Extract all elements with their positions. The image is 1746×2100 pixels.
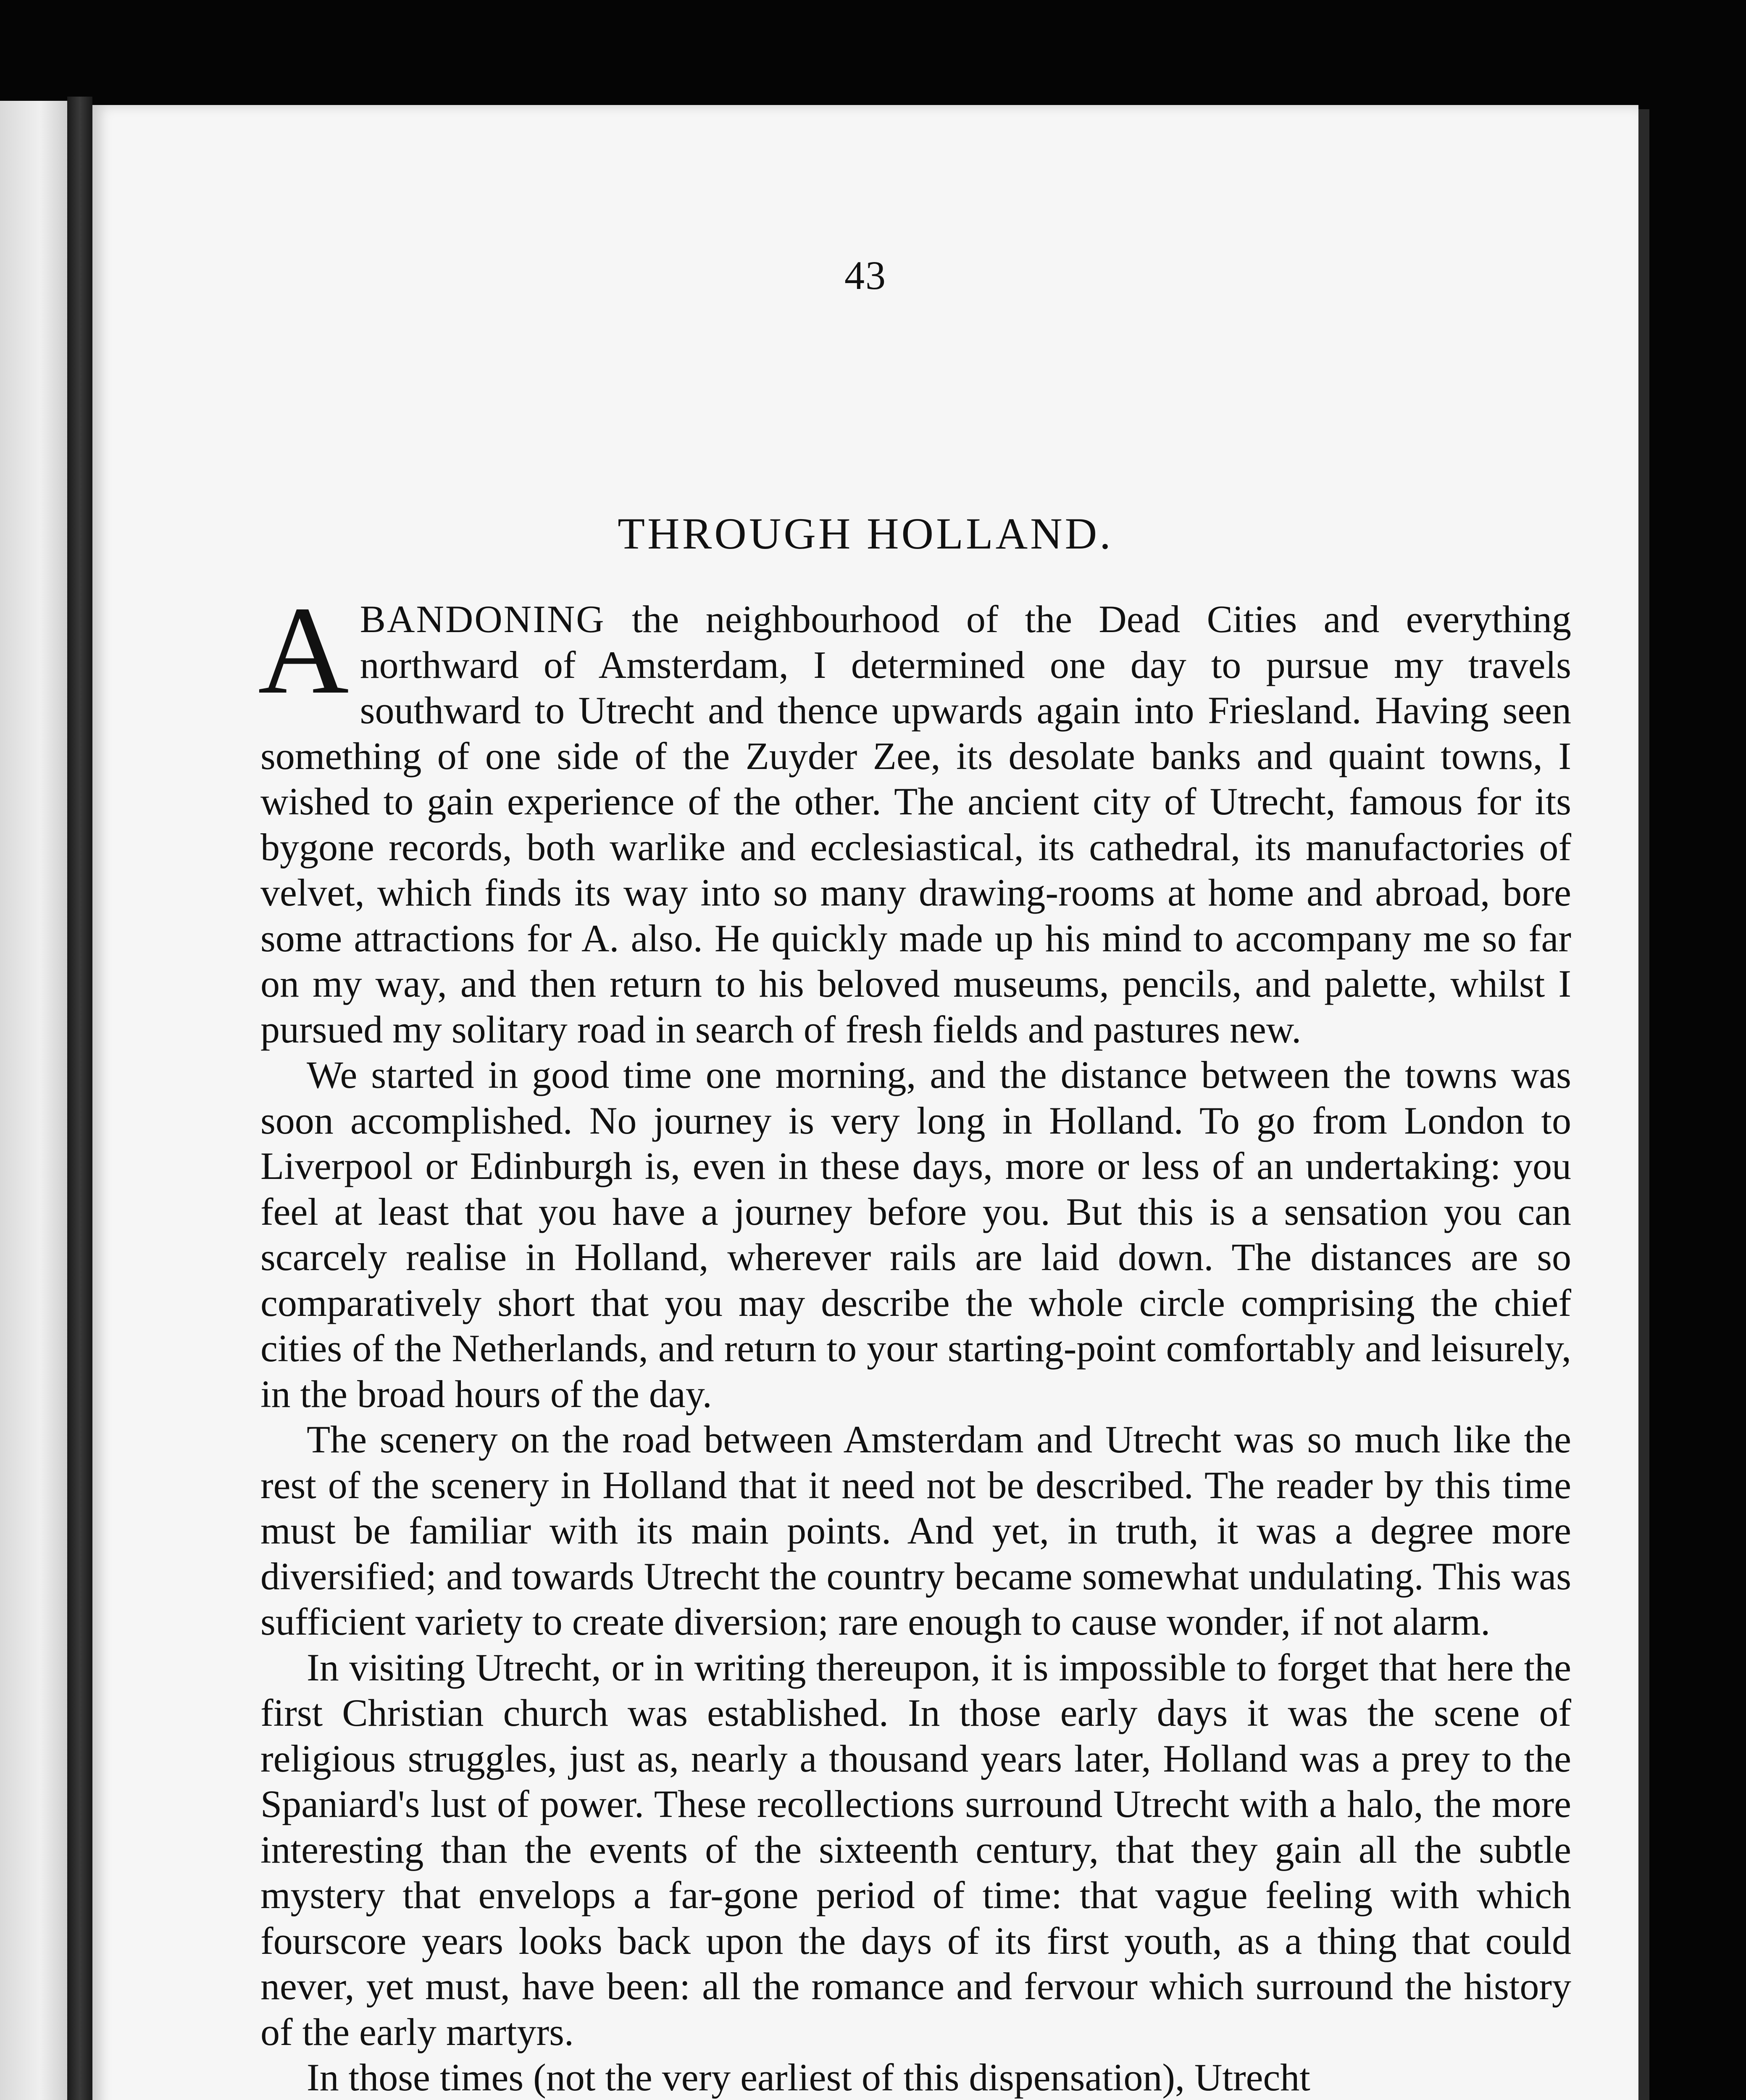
- paragraph-2: We started in good time one morning, and the distance between the towns was soon accomplished. No journey is very long in Holland. To go from London to Liverpool or Edinburgh is, even in these days, more or less of an undertaking: you feel at least that you have a journey before you. But this is a sensation you can scarcely realise in Holland, wherever rails are laid down. The distances are so comparatively short that you may describe the whole circle comprising the chief cities of the Netherlands, and return to your starting-point comfortably and leisurely, in the broad hours of the day.: [260, 1053, 1571, 1415]
- paragraph-1: [258, 580, 1571, 1052]
- paragraph-1-text: the neighbourhood of the Dead Cities and everything northward of Amsterdam, I determined one day to pursue my travels southward to Utrecht and thence upwards again into Friesland. Having seen something of one side of the Zuyder Zee, its desolate banks and quaint towns, I wished to gain experience of the other. The ancient city of Utrecht, famous for its bygone records, both warlike and ecclesiastical, its cathedral, its manufactories of velvet, which finds its way into so many drawing-rooms at home and abroad, bore some attractions for A. also. He quickly made up his mind to accompany me so far on my way, and then return to his beloved museums, pencils, and palette, whilst I pursued my solitary road in search of fresh fields and pastures new.: [260, 598, 1571, 1051]
- paragraph-3: The scenery on the road between Amsterdam and Utrecht was so much like the rest of the scenery in Holland that it need not be described. The reader by this time must be familiar with its main points. And yet, in truth, it was a degree more diversified; and towards Utrecht the country became somewhat undulating. This was sufficient variety to create diversion; rare enough to cause wonder, if not alarm.: [260, 1418, 1571, 1643]
- page-right-edge: [1638, 109, 1649, 2100]
- drop-cap: A: [258, 580, 349, 720]
- body-text: [258, 580, 1571, 2100]
- page-number: 43: [844, 253, 886, 298]
- facing-page-edge: [0, 101, 67, 2100]
- first-word: BANDONING: [360, 598, 605, 640]
- book-gutter: [67, 97, 92, 2100]
- paragraph-4: In visiting Utrecht, or in writing thereupon, it is impossible to forget that here the first Christian church was established. In those early days it was the scene of religious struggles, just as, nearly a thousand years later, Holland was a prey to the Spaniard's lust of power. These recollections surround Utrecht with a halo, the more interesting than the events of the sixteenth century, that they gain all the subtle mystery that envelops a far-gone period of time: that vague feeling with which fourscore years looks back upon the days of its first youth, as a thing that could never, yet must, have been: all the romance and fervour which surround the history of the early martyrs.: [260, 1646, 1571, 2053]
- chapter-title: THROUGH HOLLAND.: [618, 509, 1113, 558]
- book-page: [92, 105, 1638, 2100]
- paragraph-5: In those times (not the very earliest of this dispensation), Utrecht: [307, 2056, 1310, 2099]
